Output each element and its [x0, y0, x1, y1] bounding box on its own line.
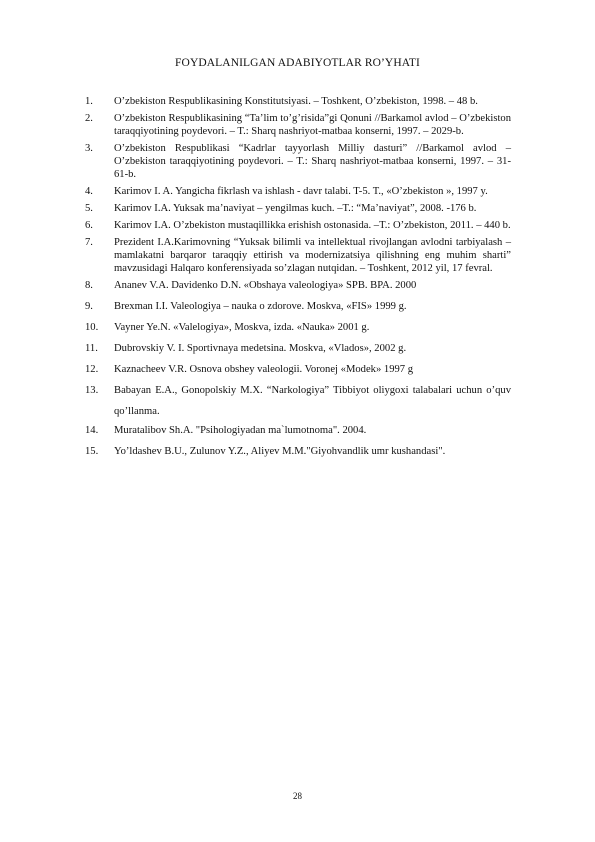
reference-text: Babayan E.A., Gonopolskiy M.X. “Narkologiya” Tibbiyot oliygoxi talabalari uchun o’quv qo’llanma. — [114, 385, 511, 417]
reference-text: Karimov I.A. O’zbekiston mustaqillikka erishish ostonasida. –T.: O’zbekiston, 2011. – 440 b. — [114, 220, 511, 231]
reference-number: 12. — [85, 364, 99, 375]
reference-text: O’zbekiston Respublikasining Konstitutsiyasi. – Toshkent, O’zbekiston, 1998. – 48 b. — [114, 96, 478, 107]
reference-text: Kaznacheev V.R. Osnova obshey valeologii. Voronej «Modek» 1997 g — [114, 364, 414, 375]
reference-item — [85, 279, 511, 292]
reference-number: 4. — [85, 186, 93, 197]
reference-text: Ananev V.A. Davidenko D.N. «Obshaya valeologiya» SPB. BPA. 2000 — [114, 280, 417, 291]
reference-text: Karimov I. A. Yangicha fikrlash va ishlash - davr talabi. T-5. T., «O’zbekiston », 1997 y. — [114, 186, 488, 197]
reference-item — [85, 219, 511, 232]
reference-number: 2. — [85, 113, 93, 124]
reference-item — [85, 202, 511, 215]
reference-item — [85, 300, 511, 313]
page-number: 28 — [293, 791, 302, 801]
reference-text: Prezident I.A.Karimovning “Yuksak bilimli va intellektual rivojlangan avlodni tarbiyalash – mamlakatni barqaror taraqqiy ettirish va modernizatsiya qilishning eng muhim sharti” mavzusidagi Halqaro konferensiyada so’zlagan nutqidan. – Toshkent, 2012 yil, 17 fevral. — [114, 237, 511, 274]
reference-item — [85, 342, 511, 355]
reference-text: Karimov I.A. Yuksak ma’naviyat – yengilmas kuch. –T.: “Ma’naviyat”, 2008. -176 b. — [114, 203, 477, 214]
reference-text: Muratalibov Sh.A. "Psihologiyadan ma`lumotnoma". 2004. — [114, 425, 367, 436]
reference-number: 3. — [85, 143, 93, 154]
reference-text: O’zbekiston Respublikasining “Ta’lim to’g’risida”gi Qonuni //Barkamol avlod – O’zbekiston taraqqiyotining poydevori. – T.: Sharq nashriyot-matbaa konserni, 1997. – 2029-b. — [114, 113, 511, 137]
reference-number: 6. — [85, 220, 93, 231]
reference-item — [85, 95, 511, 108]
reference-number: 7. — [85, 237, 93, 248]
reference-text: Vayner Ye.N. «Valelogiya», Moskva, izda. «Nauka» 2001 g. — [114, 322, 370, 333]
reference-number: 9. — [85, 301, 93, 312]
reference-item — [85, 363, 511, 376]
reference-text: Brexman I.I. Valeologiya – nauka o zdorove. Moskva, «FIS» 1999 g. — [114, 301, 407, 312]
reference-item — [85, 445, 511, 458]
reference-text: Yo’ldashev B.U., Zulunov Y.Z., Aliyev M.M."Giyohvandlik umr kushandasi". — [114, 446, 446, 457]
reference-number: 13. — [85, 385, 99, 396]
reference-number: 8. — [85, 280, 93, 291]
reference-item — [85, 142, 511, 181]
reference-text: O’zbekiston Respublikasi “Kadrlar tayyorlash Milliy dasturi” //Barkamol avlod – O’zbekiston taraqqiyotining poydevori. – T.: Sharq nashriyot-matbaa konserni, 1997. – 31-61-b. — [114, 143, 511, 180]
reference-number: 14. — [85, 425, 99, 436]
reference-number: 1. — [85, 96, 93, 107]
reference-item — [85, 424, 511, 437]
reference-item — [85, 380, 511, 422]
reference-number: 10. — [85, 322, 99, 333]
reference-number: 11. — [85, 343, 98, 354]
reference-text: Dubrovskiy V. I. Sportivnaya medetsina. Moskva, «Vlados», 2002 g. — [114, 343, 407, 354]
reference-item — [85, 236, 511, 275]
page-title: FOYDALANILGAN ADABIYOTLAR RO’YHATI — [175, 57, 420, 69]
reference-item — [85, 321, 511, 334]
reference-number: 15. — [85, 446, 99, 457]
reference-item — [85, 185, 511, 198]
reference-list — [85, 95, 511, 462]
reference-item — [85, 112, 511, 138]
reference-number: 5. — [85, 203, 93, 214]
